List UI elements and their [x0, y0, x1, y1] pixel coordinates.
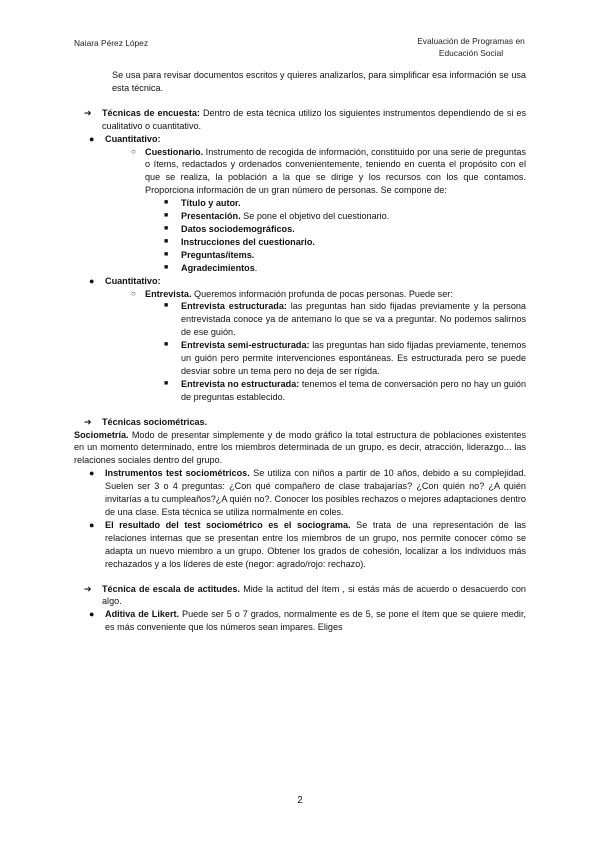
circle-bullet-icon: ○ [131, 288, 136, 298]
bullet-icon: ● [89, 519, 95, 530]
cuestionario-text: Instrumento de recogida de información, constituido por una serie de preguntas o ítems, redactados y ordenados convenientemente, teniendo en cuenta el propósito con el que se realiza, la población a la que se dirige y los recursos con los que contamos. Proporciona información de un gran número de personas. Se compone de: [145, 146, 526, 196]
circle-bullet-icon: ○ [131, 146, 136, 156]
sociometric-title: Técnicas sociométricas. [102, 416, 208, 427]
header-author: Naiara Pérez López [74, 38, 149, 48]
cuestionario-title: Cuestionario. [145, 146, 204, 157]
header-course-line1: Evaluación de Programas en [417, 36, 525, 46]
list-item: ■ Preguntas/ítems. [74, 249, 526, 262]
sociometria-title: Sociometría. [74, 429, 129, 440]
cuantitativo-label: Cuantitativo: [105, 275, 161, 286]
entrevista-text: Queremos información profunda de pocas personas. Puede ser: [191, 288, 453, 299]
encuesta-item [74, 107, 526, 133]
bullet-icon: ● [89, 275, 95, 286]
list-item: ■ Entrevista no estructurada: tenemos el tema de conversación pero no hay un guión de preguntas establecido. [74, 378, 526, 404]
encuesta-text: Dentro de esta técnica utilizo los siguientes instrumentos dependiendo de si es cualitativo o cuantitativo. [102, 107, 526, 131]
header-course [411, 36, 531, 59]
cuestionario-item [74, 146, 526, 198]
sociograma-item: ● El resultado del test sociométrico es el sociograma. Se trata de una representación de las relaciones internas que se presentan entre los miembros de un grupo, nos permite conocer cómo se adapta un nuevo miembro a un grupo. Obtener los grados de cohesión, localizar a los individuos más rechazados y a los líderes de este (negor: agrado/rojo: rechazo). [74, 519, 526, 571]
list-item: ■ Entrevista estructurada: las preguntas han sido fijadas previamente y la persona entrevistada conoce ya de antemano lo que se va a preguntar. No podemos salirnos de ese guión. [74, 300, 526, 339]
square-bullet-icon: ■ [164, 224, 169, 232]
square-bullet-icon: ■ [164, 341, 169, 349]
page-number: 2 [297, 795, 303, 806]
header-course-line2: Educación Social [438, 47, 504, 58]
list-item: ■ Título y autor. [74, 197, 526, 210]
sociometric-heading [74, 416, 526, 429]
square-bullet-icon: ■ [164, 379, 169, 387]
list-item: ■ Entrevista semi-estructurada: las preguntas han sido fijadas previamente, tenemos un guión pero permite intervenciones espontáneas. Es estructurada pero se puede desviar sobre un tema pero no deja de ser rígida. [74, 339, 526, 378]
entrevista-item [74, 288, 526, 301]
list-item: ■ Presentación. Se pone el objetivo del cuestionario. [74, 210, 526, 223]
list-item: ■ Datos sociodemográficos. [74, 223, 526, 236]
test-sociometrico-item: ● Instrumentos test sociométricos. Se utiliza con niños a partir de 10 años, debido a su complejidad. Suelen ser 3 o 4 preguntas: ¿Con qué compañero de clase trabajarías? ¿Con quién no? ¿A quién invitarías a tu cumpleaños?¿A quién no?. Conocer los posibles rechazos o mejores adaptaciones dentro de una clase. Esta técnica se utiliza normalmente en coles. [74, 467, 526, 519]
cuantitativo-1 [74, 133, 526, 146]
bullet-icon: ● [89, 468, 95, 479]
square-bullet-icon: ■ [164, 237, 169, 245]
square-bullet-icon: ■ [164, 199, 169, 207]
arrow-icon: ➔ [84, 107, 92, 118]
arrow-icon: ➔ [84, 583, 92, 594]
bullet-icon: ● [89, 609, 95, 620]
intro-paragraph: Se usa para revisar documentos escritos y quieres analizarlos, para simplificar esa información se usa esta técnica. [112, 70, 526, 93]
cuantitativo-2 [74, 275, 526, 288]
square-bullet-icon: ■ [164, 250, 169, 258]
sociometria-paragraph [74, 429, 526, 468]
list-item: ■ Instrucciones del cuestionario. [74, 236, 526, 249]
likert-item: ● Aditiva de Likert. Puede ser 5 o 7 grados, normalmente es de 5, se pone el ítem que se quiere medir, es más conveniente que los números sean impares. Eliges [74, 608, 526, 634]
page-body [74, 69, 526, 634]
square-bullet-icon: ■ [164, 302, 169, 310]
bullet-icon: ● [89, 133, 95, 144]
list-item: ■ Agradecimientos. [74, 262, 526, 275]
square-bullet-icon: ■ [164, 263, 169, 271]
encuesta-title: Técnicas de encuesta: [102, 107, 200, 118]
entrevista-title: Entrevista. [145, 288, 192, 299]
cuantitativo-label: Cuantitativo: [105, 133, 161, 144]
sociometria-text: Modo de presentar simplemente y de modo gráfico la total estructura de poblaciones existentes en un momento determinado, entre los miembros determinada de un grupo, es decir, atracción, liderazgo... las relaciones sociales dentro del grupo. [74, 429, 526, 466]
arrow-icon: ➔ [84, 416, 92, 427]
escala-item: ➔ Técnica de escala de actitudes. Mide la actitud del ítem , si estás más de acuerdo o desacuerdo con algo. [74, 583, 526, 609]
square-bullet-icon: ■ [164, 212, 169, 220]
